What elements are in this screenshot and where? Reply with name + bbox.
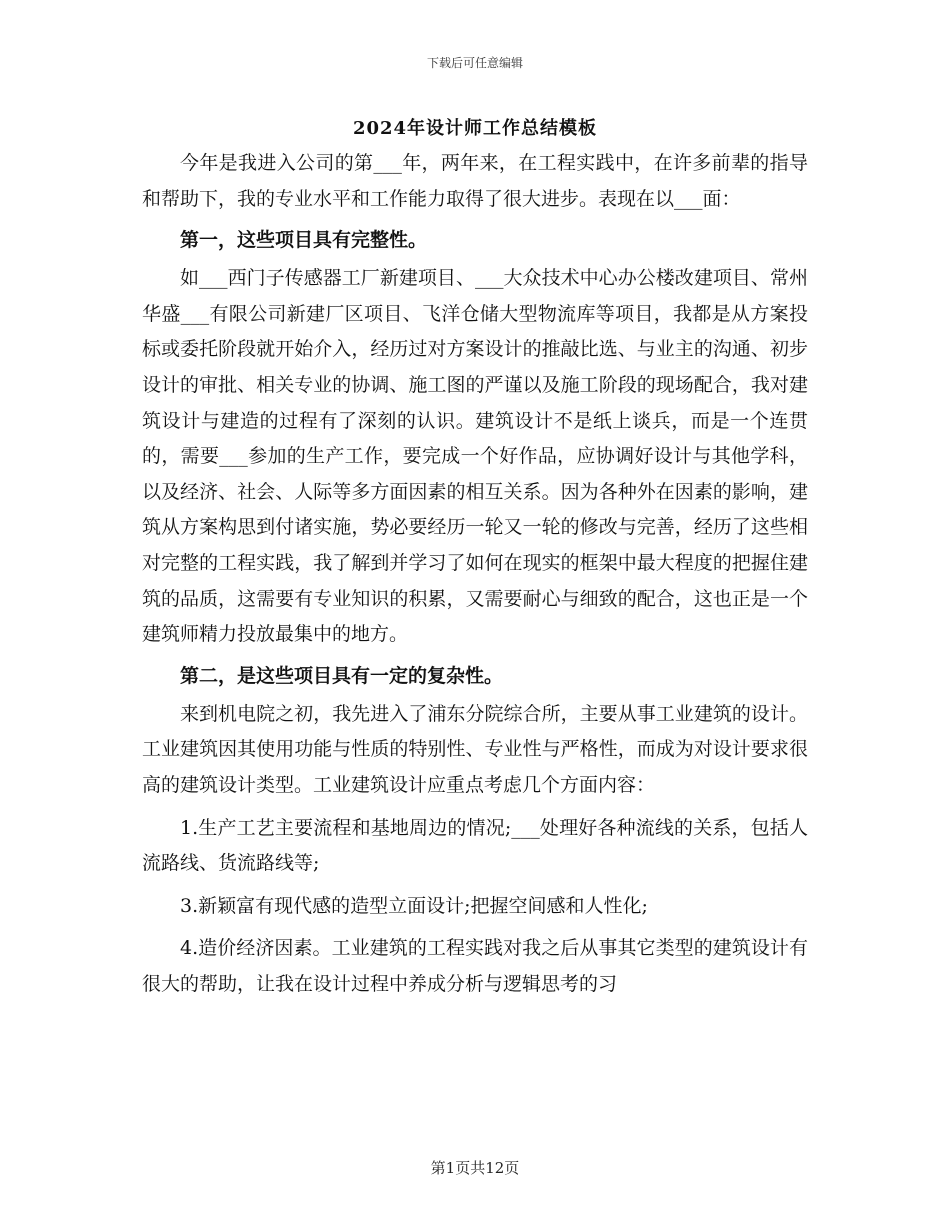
list-item-3: 3.新颖富有现代感的造型立面设计;把握空间感和人性化; — [180, 894, 648, 917]
list-item-1: 1.生产工艺主要流程和基地周边的情况;___处理好各种流线的关系，包括人流路线、货流路线等; — [142, 816, 808, 875]
section-heading-2: 第二，是这些项目具有一定的复杂性。 — [180, 664, 504, 687]
header-note: 下载后可任意编辑 — [426, 56, 523, 70]
paragraph-complexity: 来到机电院之初，我先进入了浦东分院综合所，主要从事工业建筑的设计。工业建筑因其使用功能与性质的特别性、专业性与严格性，而成为对设计要求很高的建筑设计类型。工业建筑设计应重点考虑几个方面内容： — [142, 702, 808, 796]
document-title: 2024年设计师工作总结模板 — [352, 118, 598, 139]
page-number: 第1页共12页 — [430, 1159, 520, 1177]
paragraph-intro: 今年是我进入公司的第___年，两年来，在工程实践中，在许多前辈的指导和帮助下，我的专业水平和工作能力取得了很大进步。表现在以___面： — [142, 152, 808, 210]
paragraph-completeness: 如___西门子传感器工厂新建项目、___大众技术中心办公楼改建项目、常州华盛___有限公司新建厂区项目、飞洋仓储大型物流库等项目，我都是从方案投标或委托阶段就开始介入，经历过对方案设计的推敲比选、与业主的沟通、初步设计的审批、相关专业的协调、施工图的严谨以及施工阶段的现场配合，我对建筑设计与建造的过程有了深刻的认识。建筑设计不是纸上谈兵，而是一个连贯的，需要___参加的生产工作，要完成一个好作品，应协调好设计与其他学科，以及经济、社会、人际等多方面因素的相互关系。因为各种外在因素的影响，建筑从方案构思到付诸实施，势必要经历一轮又一轮的修改与完善，经历了这些相对完整的工程实践，我了解到并学习了如何在现实的框架中最大程度的把握住建筑的品质，这需要有专业知识的积累，又需要耐心与细致的配合，这也正是一个建筑师精力投放最集中的地方。 — [142, 267, 808, 646]
section-heading-1: 第一，这些项目具有完整性。 — [180, 229, 428, 252]
document-body — [142, 146, 808, 1002]
list-item-4: 4.造价经济因素。工业建筑的工程实践对我之后从事其它类型的建筑设计有很大的帮助，让我在设计过程中养成分析与逻辑思考的习 — [142, 937, 808, 995]
